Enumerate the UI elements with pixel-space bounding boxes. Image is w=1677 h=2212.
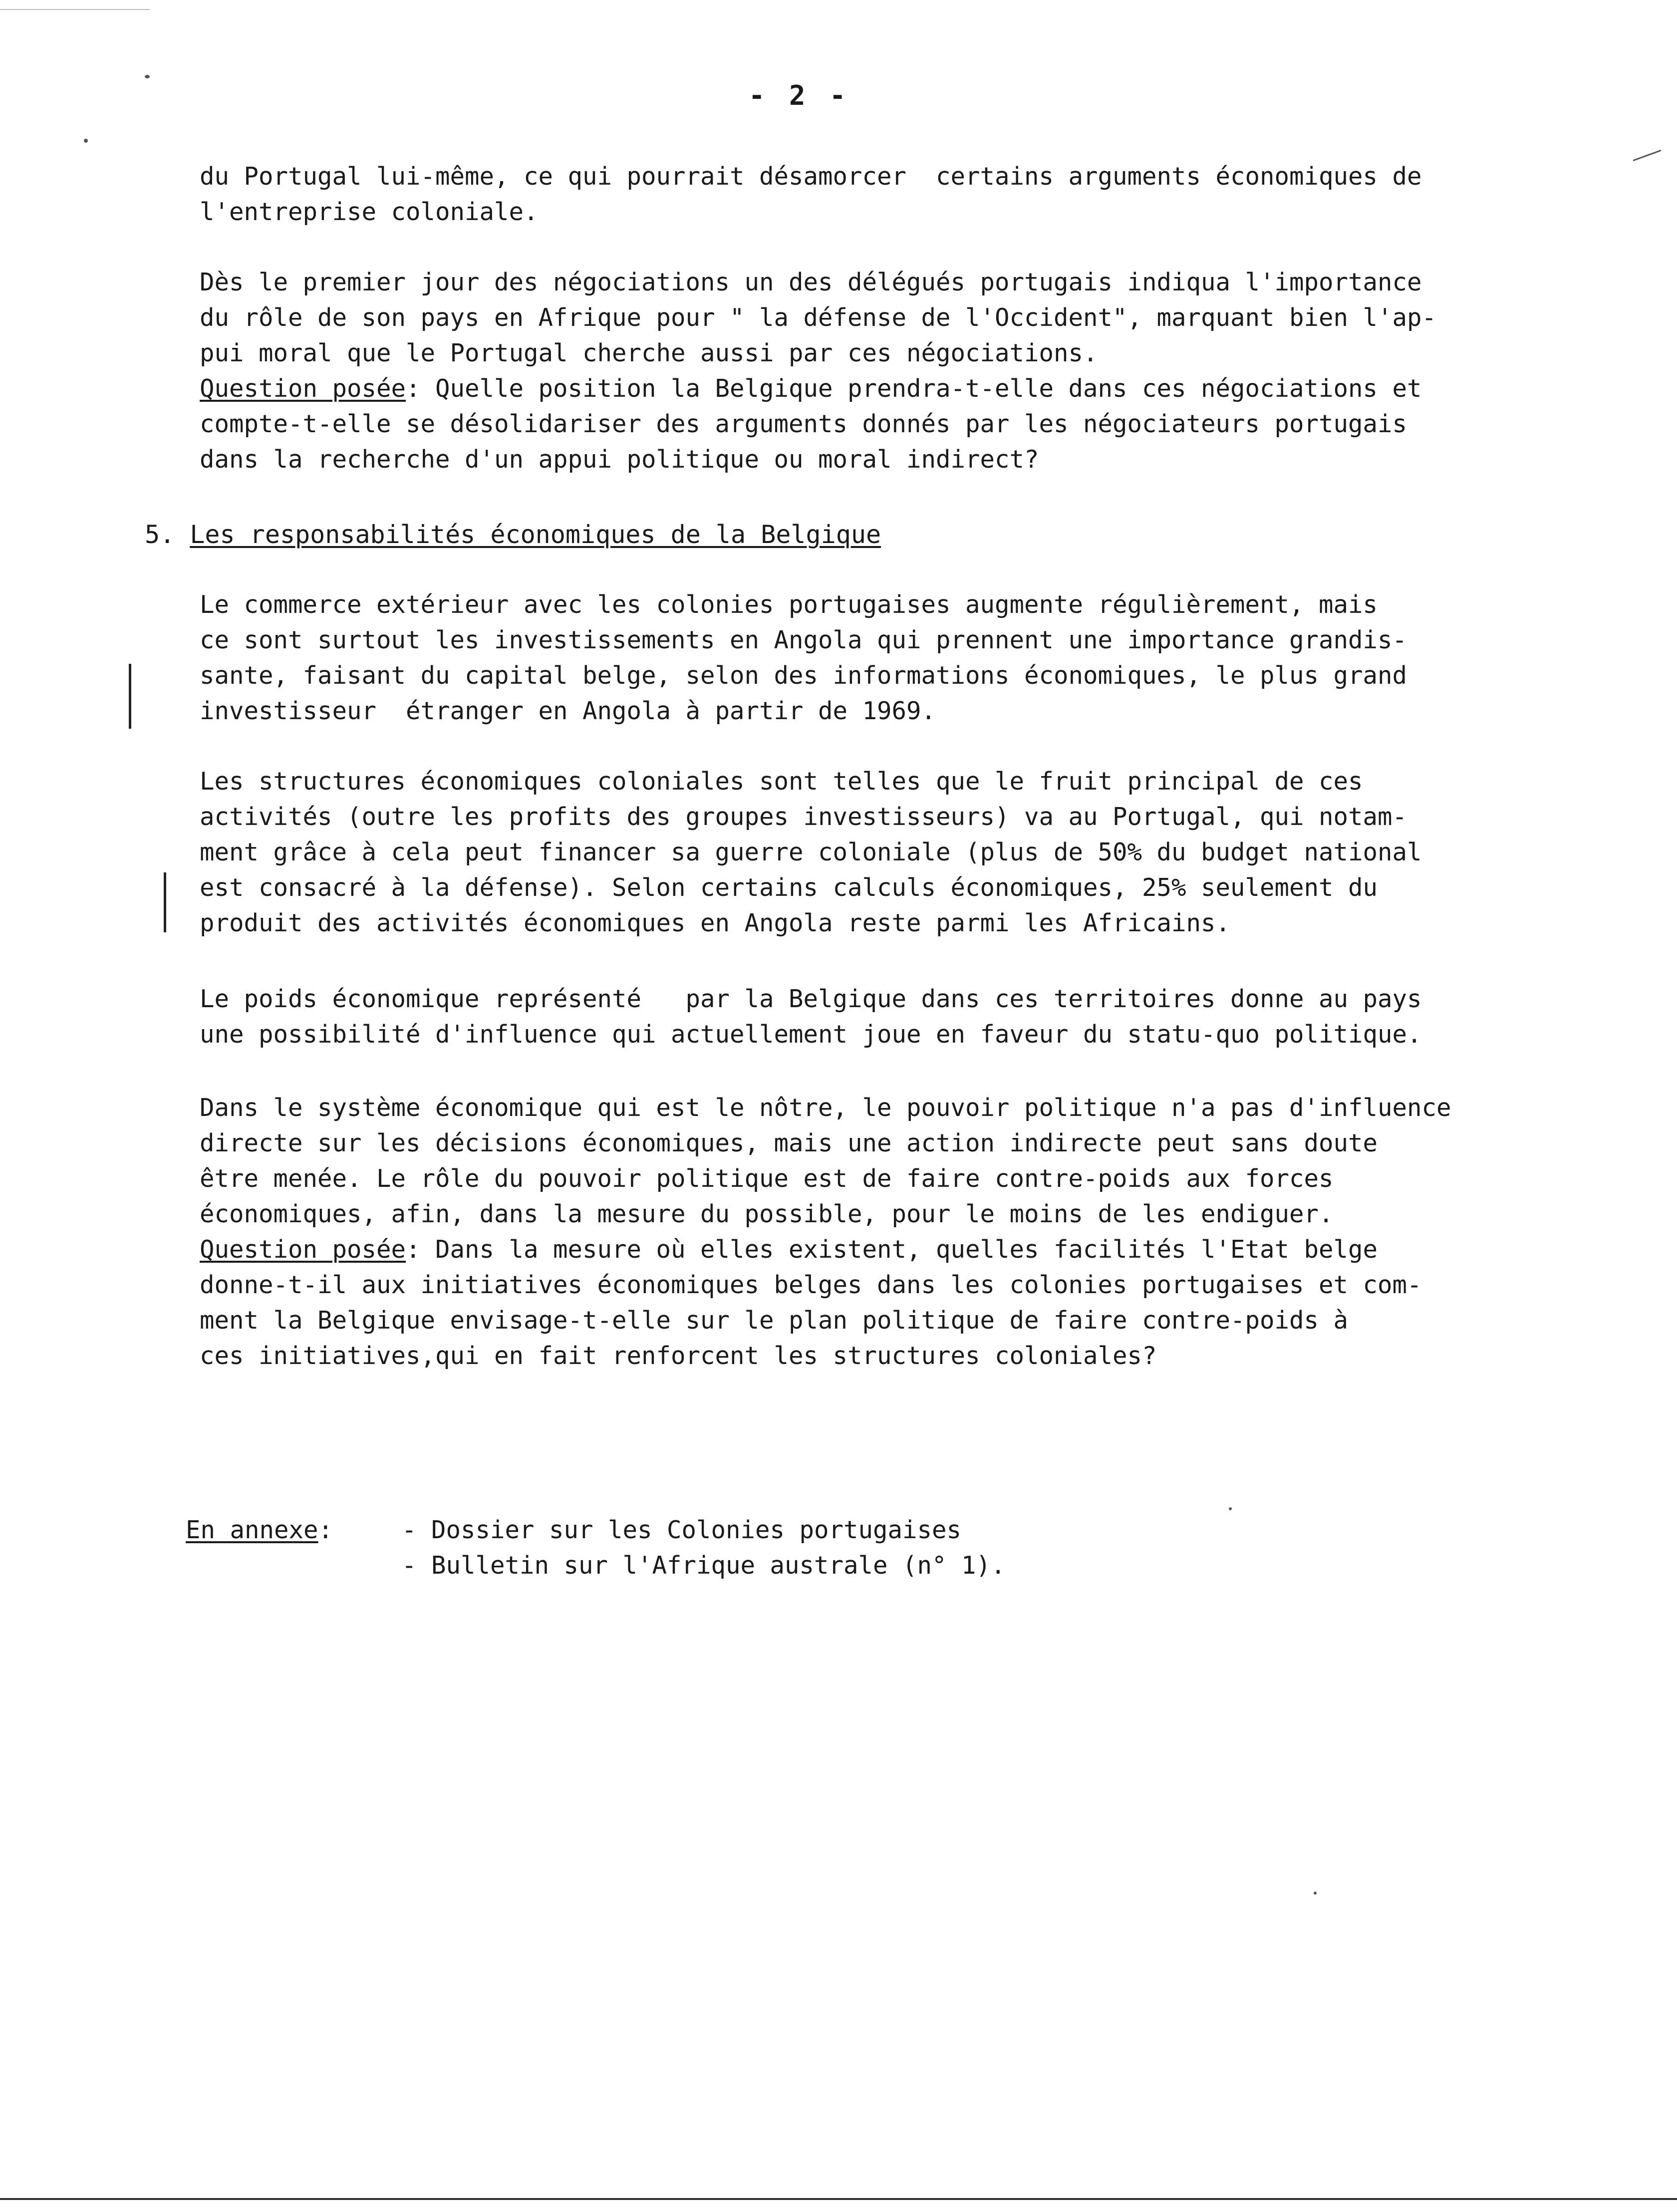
text-line: économiques, afin, dans la mesure du possible, pour le moins de les endiguer. [200,1200,1334,1228]
text-line: Le commerce extérieur avec les colonies portugaises augmente régulièrement, mais [200,590,1378,619]
text-line: ces initiatives,qui en fait renforcent les structures coloniales? [200,1342,1157,1370]
annex-list [402,1512,1006,1583]
annex-item: - Dossier sur les Colonies portugaises [402,1516,962,1544]
paragraph-intro [200,159,1527,230]
scan-speck [1633,150,1661,161]
scan-edge-mark [0,9,150,10]
annex-item: - Bulletin sur l'Afrique australe (n° 1). [402,1551,1006,1580]
text-line: du Portugal lui-même, ce qui pourrait désamorcer certains arguments économiques de [200,162,1422,191]
text-line: ment grâce à cela peut financer sa guerre coloniale (plus de 50% du budget national [200,838,1422,866]
text-line: être menée. Le rôle du pouvoir politique est de faire contre-poids aux forces [200,1164,1334,1193]
text-line: investisseur étranger en Angola à partir de 1969. [200,697,936,725]
scan-speck [145,75,150,78]
scan-speck [1229,1507,1232,1510]
margin-mark [164,872,166,932]
text-line: pui moral que le Portugal cherche aussi par ces négociations. [200,339,1098,367]
text-line: ment la Belgique envisage-t-elle sur le plan politique de faire contre-poids à [200,1306,1349,1335]
question-label: Question posée [200,1235,406,1264]
text-line: activités (outre les profits des groupes investisseurs) va au Portugal, qui notam- [200,803,1407,831]
paragraph-weight [200,981,1527,1052]
scan-speck [1314,1892,1317,1895]
margin-mark [129,664,131,729]
text-line: compte-t-elle se désolidariser des arguments donnés par les négociateurs portugais [200,410,1407,438]
paragraph-commerce [200,587,1527,729]
text-line: donne-t-il aux initiatives économiques belges dans les colonies portugaises et com- [200,1271,1422,1299]
text-line: l'entreprise coloniale. [200,198,539,226]
scan-edge-mark [0,2198,1677,2200]
question-line: Question posée: Dans la mesure où elles existent, quelles facilités l'Etat belge [200,1235,1378,1264]
text-line: sante, faisant du capital belge, selon des informations économiques, le plus grand [200,661,1407,690]
question-line: Question posée: Quelle position la Belgique prendra-t-elle dans ces négociations et [200,374,1422,403]
scan-speck [84,139,88,143]
question-label: Question posée [200,374,406,403]
page-number: - 2 - [749,80,850,111]
annex-label: En annexe: [186,1516,333,1544]
text-line: une possibilité d'influence qui actuellement joue en faveur du statu-quo politique. [200,1020,1422,1049]
text-line: du rôle de son pays en Afrique pour " la défense de l'Occident", marquant bien l'ap- [200,303,1437,332]
text-line: dans la recherche d'un appui politique ou moral indirect? [200,445,1039,474]
text-line: Dans le système économique qui est le nôtre, le pouvoir politique n'a pas d'influence [200,1094,1451,1122]
text-line: ce sont surtout les investissements en Angola qui prennent une importance grandis- [200,626,1407,654]
paragraph-structures [200,764,1527,941]
paragraph-system [200,1090,1527,1374]
text-line: est consacré à la défense). Selon certains calculs économiques, 25% seulement du [200,873,1378,902]
section-number: 5. [145,520,175,549]
section-heading [145,517,881,553]
text-line: Dès le premier jour des négociations un des délégués portugais indiqua l'importance [200,268,1422,296]
text-line: Les structures économiques coloniales sont telles que le fruit principal de ces [200,767,1363,796]
text-line: produit des activités économiques en Angola reste parmi les Africains. [200,909,1231,937]
section-title: Les responsabilités économiques de la Belgique [190,520,881,549]
text-line: Le poids économique représenté par la Belgique dans ces territoires donne au pays [200,985,1422,1013]
text-line: directe sur les décisions économiques, mais une action indirecte peut sans doute [200,1129,1378,1157]
paragraph-negotiations [200,265,1527,477]
